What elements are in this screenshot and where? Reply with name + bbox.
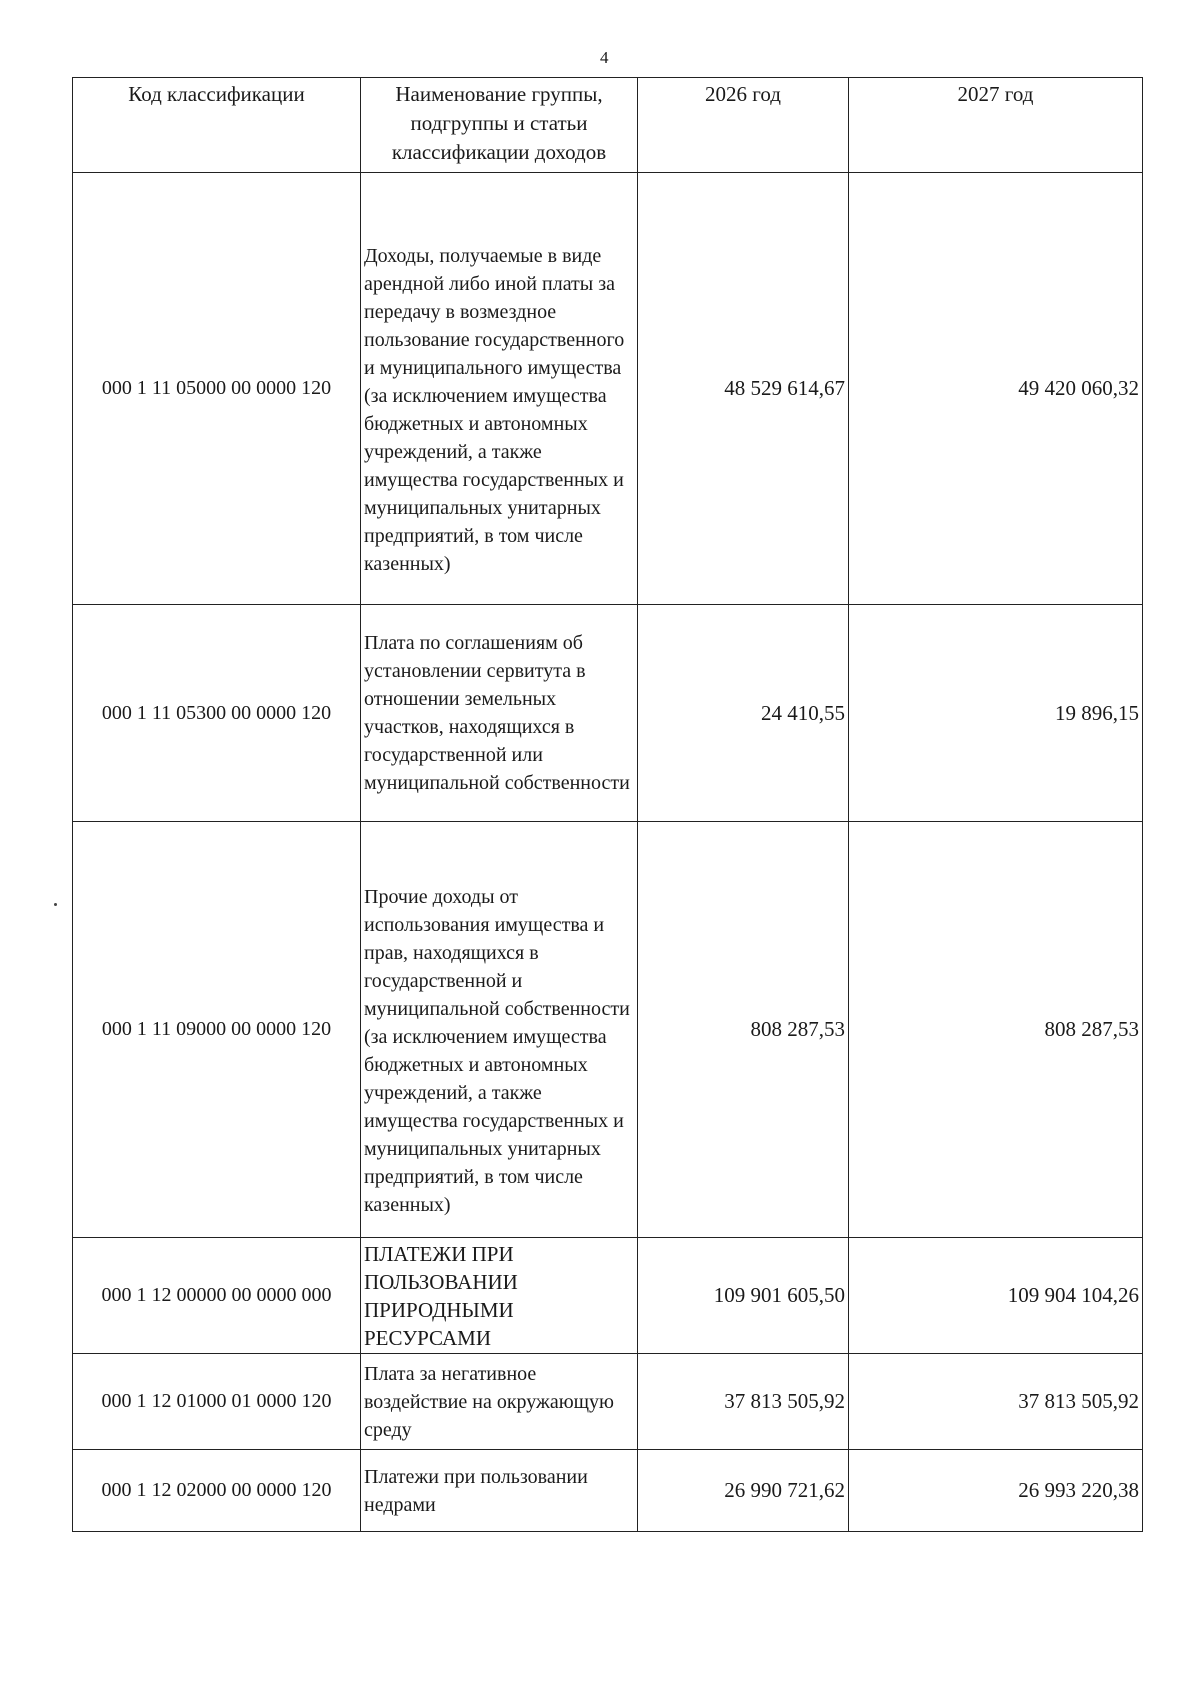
row-value-2026: 109 901 605,50 bbox=[638, 1238, 849, 1354]
row-code: 000 1 11 05000 00 0000 120 bbox=[73, 173, 361, 605]
row-name: Плата за негативное воздействие на окружающую среду bbox=[361, 1354, 638, 1450]
table-row bbox=[73, 822, 1143, 1238]
row-code: 000 1 11 09000 00 0000 120 bbox=[73, 822, 361, 1238]
row-name: ПЛАТЕЖИ ПРИ ПОЛЬЗОВАНИИ ПРИРОДНЫМИ РЕСУРСАМИ bbox=[361, 1238, 638, 1354]
revenue-table bbox=[72, 77, 1143, 1532]
row-code: 000 1 12 02000 00 0000 120 bbox=[73, 1450, 361, 1532]
table-row bbox=[73, 1238, 1143, 1354]
row-value-2027: 26 993 220,38 bbox=[849, 1450, 1143, 1532]
row-value-2027: 19 896,15 bbox=[849, 605, 1143, 822]
row-code: 000 1 12 00000 00 0000 000 bbox=[73, 1238, 361, 1354]
table-row bbox=[73, 1354, 1143, 1450]
scan-speck bbox=[54, 903, 57, 906]
row-value-2026: 26 990 721,62 bbox=[638, 1450, 849, 1532]
row-value-2027: 49 420 060,32 bbox=[849, 173, 1143, 605]
table-row bbox=[73, 605, 1143, 822]
header-code: Код классификации bbox=[73, 78, 361, 173]
row-value-2026: 48 529 614,67 bbox=[638, 173, 849, 605]
row-name: Доходы, получаемые в виде арендной либо иной платы за передачу в возмездное пользование государственного и муниципального имущества (за исключением имущества бюджетных и автономных учреждений, а также имущества государственных и муниципальных унитарных предприятий, в том числе казенных) bbox=[361, 173, 638, 605]
table-row bbox=[73, 173, 1143, 605]
row-name: Платежи при пользовании недрами bbox=[361, 1450, 638, 1532]
row-value-2026: 808 287,53 bbox=[638, 822, 849, 1238]
header-name: Наименование группы, подгруппы и статьи классификации доходов bbox=[361, 78, 638, 173]
row-value-2026: 37 813 505,92 bbox=[638, 1354, 849, 1450]
row-code: 000 1 11 05300 00 0000 120 bbox=[73, 605, 361, 822]
header-2026: 2026 год bbox=[638, 78, 849, 173]
row-value-2027: 109 904 104,26 bbox=[849, 1238, 1143, 1354]
table-row bbox=[73, 1450, 1143, 1532]
row-value-2026: 24 410,55 bbox=[638, 605, 849, 822]
header-2027: 2027 год bbox=[849, 78, 1143, 173]
table-header-row bbox=[73, 78, 1143, 173]
row-name: Плата по соглашениям об установлении сервитута в отношении земельных участков, находящихся в государственной или муниципальной собственности bbox=[361, 605, 638, 822]
row-code: 000 1 12 01000 01 0000 120 bbox=[73, 1354, 361, 1450]
page-number: 4 bbox=[600, 48, 609, 67]
row-value-2027: 808 287,53 bbox=[849, 822, 1143, 1238]
row-name: Прочие доходы от использования имущества и прав, находящихся в государственной и муниципальной собственности (за исключением имущества бюджетных и автономных учреждений, а также имущества государственных и муниципальных унитарных предприятий, в том числе казенных) bbox=[361, 822, 638, 1238]
row-value-2027: 37 813 505,92 bbox=[849, 1354, 1143, 1450]
